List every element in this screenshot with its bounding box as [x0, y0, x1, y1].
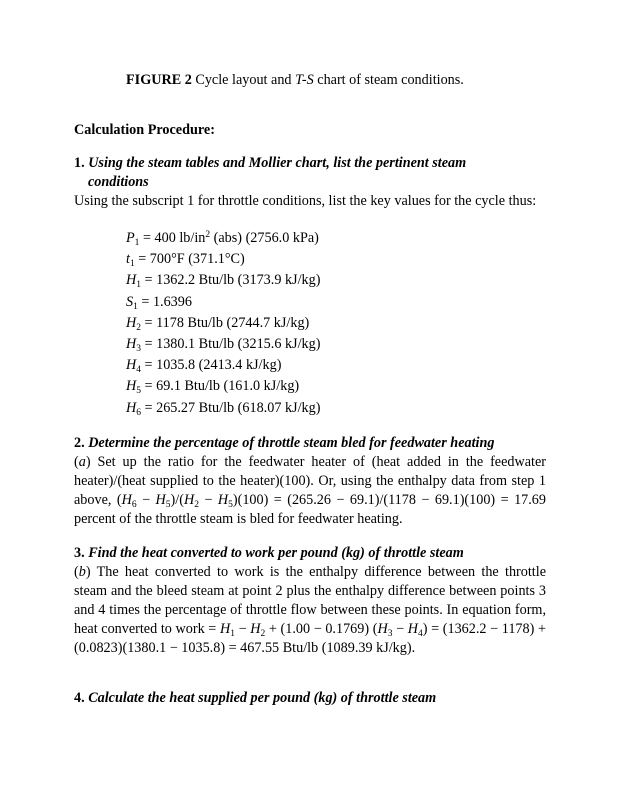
- caption-text-end: chart of steam conditions.: [313, 72, 464, 88]
- section-title: Calculation Procedure:: [74, 122, 215, 138]
- step-3: [74, 544, 546, 658]
- step-3-heading: [74, 544, 546, 563]
- value-row: $H_4 = 1035.8$ (2413.4 kJ/kg): [126, 357, 282, 376]
- step-3-body: (b) The heat converted to work is the enthalpy difference between the throttle steam and the bleed steam at point 2 plus the enthalpy difference between points 3 and 4 times the percentage of throttle flow between these points. In equation form, heat converted to work = $H_1 - H_2 + (1.00 - 0.1769) (H_3 - H_4) = (1362.2 - 1178) + (0.0823)(1380.1 - 1035.8) = 467.55$ Btu/lb (1089.39 kJ/kg).: [74, 564, 546, 656]
- value-row: $H_1 = 1362.2$ Btu/lb (3173.9 kJ/kg): [126, 272, 321, 291]
- value-row: $H_6 = 265.27$ Btu/lb (618.07 kJ/kg): [126, 399, 321, 418]
- value-row: $t_1 = 700^\circ F$ (371.1°C): [126, 251, 245, 270]
- value-row: $H_3 = 1380.1$ Btu/lb (3215.6 kJ/kg): [126, 335, 321, 354]
- caption-italic: T-S: [295, 72, 314, 88]
- step-4-number: 4.: [74, 690, 85, 706]
- step-2: [74, 434, 546, 529]
- value-row: $S_1 = 1.6396$: [126, 293, 192, 312]
- step-1-heading-line2: conditions: [88, 174, 149, 190]
- step-3-number: 3.: [74, 545, 85, 561]
- step-4-heading: [74, 689, 546, 708]
- step-2-heading-text: Determine the percentage of throttle steam bled for feedwater heating: [88, 435, 495, 451]
- steam-values-list: [126, 228, 320, 419]
- step-1-number: 1.: [74, 155, 85, 171]
- value-row: $H_5 = 69.1$ Btu/lb (161.0 kJ/kg): [126, 378, 300, 397]
- step-1-body: Using the subscript 1 for throttle conditions, list the key values for the cycle thus:: [74, 193, 537, 209]
- value-row: $H_2 = 1178$ Btu/lb (2744.7 kJ/kg): [126, 314, 310, 333]
- step-4-heading-text: Calculate the heat supplied per pound (kg) of throttle steam: [88, 690, 437, 706]
- step-2-number: 2.: [74, 435, 85, 451]
- step-1-heading-line1: Using the steam tables and Mollier chart, list the pertinent steam: [88, 155, 467, 171]
- step-3-heading-text: Find the heat converted to work per pound (kg) of throttle steam: [88, 545, 464, 561]
- step-1-heading: [74, 154, 546, 173]
- figure-label: FIGURE 2: [126, 72, 192, 88]
- value-row: $P_1 = 400$ $lb/in^2$ (abs) (2756.0 kPa): [126, 230, 319, 248]
- step-1: [74, 154, 546, 211]
- figure-caption: [126, 71, 464, 90]
- step-4: [74, 689, 546, 708]
- caption-text: Cycle layout and: [191, 72, 296, 88]
- step-2-heading: [74, 434, 546, 453]
- step-2-body: (a) Set up the ratio for the feedwater heater of (heat added in the feedwater heater)/(heat supplied to the heater)(100). Or, using the enthalpy data from step 1 above, $(H_6 - H_5)/(H_2 - H_5)(100) = (265.26 - 69.1)/(1178 - 69.1)(100) = 17.69$ percent of the throttle steam is bled for feedwater heating.: [74, 454, 546, 527]
